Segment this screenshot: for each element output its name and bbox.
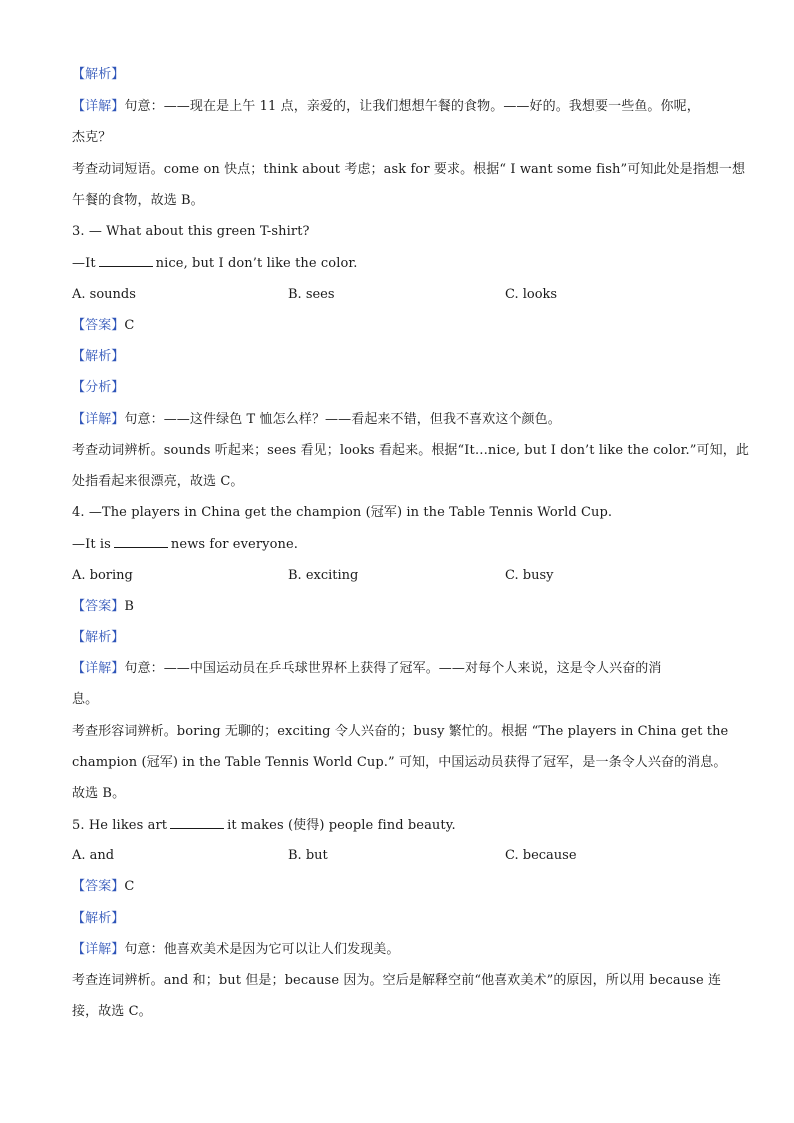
question-3-reply: —It nice, but I don’t like the color. xyxy=(72,256,358,271)
analysis-line: 考查连词辨析。and 和；but 但是；because 因为。空后是解释空前“他喜欢美术”的原因，所以用 because 连 xyxy=(72,973,722,988)
question-4-stem: 4. —The players in China get the champion (冠军) in the Table Tennis World Cup. xyxy=(72,505,613,520)
option-b: B. sees xyxy=(288,287,335,302)
option-c: C. busy xyxy=(505,568,554,583)
option-c: C. because xyxy=(505,848,577,863)
translation-continued: 息。 xyxy=(72,692,99,707)
jiexi-heading: 【解析】 xyxy=(72,349,125,364)
analysis-line: 考查动词辨析。sounds 听起来；sees 看见；looks 看起来。根据“It…nice, but I don’t like the color.”可知，此 xyxy=(72,443,749,458)
option-c: C. looks xyxy=(505,287,558,302)
analysis-line: 考查动词短语。come on 快点；think about 考虑；ask for 要求。根据“ I want some fish”可知此处是指想一想 xyxy=(72,162,746,177)
jiexi-heading: 【解析】 xyxy=(72,911,125,926)
option-b: B. exciting xyxy=(288,568,359,583)
xiangjie-line: 【详解】句意：——现在是上午 11 点，亲爱的，让我们想想午餐的食物。——好的。我想要一些鱼。你呢， xyxy=(72,99,700,114)
xiangjie-line: 【详解】句意：——这件绿色 T 恤怎么样？——看起来不错，但我不喜欢这个颜色。 xyxy=(72,412,561,427)
answer-line: 【答案】C xyxy=(72,318,135,333)
analysis-line: champion (冠军) in the Table Tennis World Cup.” 可知，中国运动员获得了冠军，是一条令人兴奋的消息。 xyxy=(72,755,727,770)
question-4-reply: —It is news for everyone. xyxy=(72,537,299,552)
option-a: A. boring xyxy=(72,568,133,583)
translation-continued: 杰克？ xyxy=(72,130,112,145)
jiexi-heading: 【解析】 xyxy=(72,630,125,645)
fenxi-heading: 【分析】 xyxy=(72,380,125,395)
xiangjie-line: 【详解】句意：他喜欢美术是因为它可以让人们发现美。 xyxy=(72,942,400,957)
jiexi-heading: 【解析】 xyxy=(72,67,125,82)
analysis-line: 故选 B。 xyxy=(72,786,126,801)
question-4-options xyxy=(72,567,732,585)
question-3-stem: 3. — What about this green T-shirt? xyxy=(72,224,310,239)
analysis-line: 午餐的食物，故选 B。 xyxy=(72,193,204,208)
question-5-stem: 5. He likes art it makes (使得) people find beauty. xyxy=(72,818,456,833)
answer-blank xyxy=(114,535,168,548)
answer-blank xyxy=(170,816,224,829)
question-3-options xyxy=(72,286,732,304)
xiangjie-line: 【详解】句意：——中国运动员在乒乓球世界杯上获得了冠军。——对每个人来说，这是令人兴奋的消 xyxy=(72,661,662,676)
analysis-line: 接，故选 C。 xyxy=(72,1004,152,1019)
analysis-line: 考查形容词辨析。boring 无聊的；exciting 令人兴奋的；busy 繁忙的。根据 “The players in China get the xyxy=(72,724,729,739)
option-a: A. and xyxy=(72,848,115,863)
analysis-line: 处指看起来很漂亮，故选 C。 xyxy=(72,474,244,489)
answer-line: 【答案】C xyxy=(72,879,135,894)
option-a: A. sounds xyxy=(72,287,136,302)
option-b: B. but xyxy=(288,848,328,863)
question-5-options xyxy=(72,847,732,865)
answer-line: 【答案】B xyxy=(72,599,135,614)
answer-blank xyxy=(99,254,153,267)
